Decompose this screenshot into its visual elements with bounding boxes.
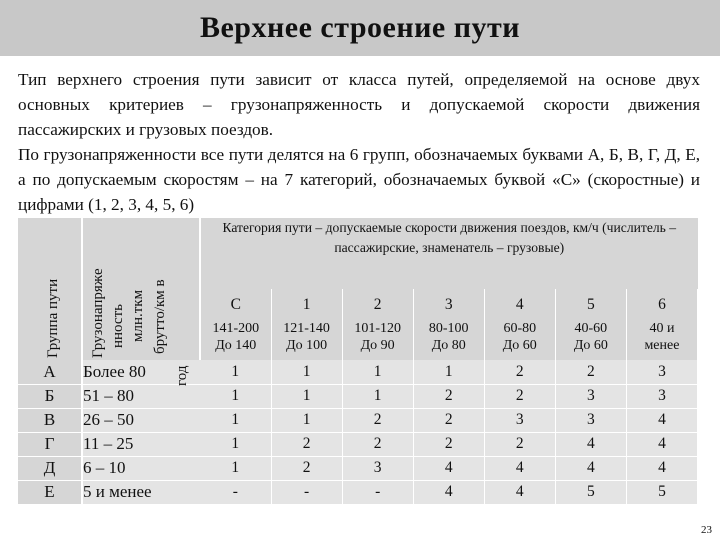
table-row — [18, 384, 698, 408]
load-header-line5: год — [174, 365, 190, 386]
group-cell: Е — [18, 480, 82, 504]
value-cell: 2 — [271, 456, 342, 480]
table-row — [18, 456, 698, 480]
load-cell: 6 – 10 — [82, 456, 200, 480]
value-cell: 2 — [413, 432, 484, 456]
speed-passenger: 60-80 — [503, 321, 537, 337]
page-number: 23 — [701, 524, 712, 536]
speed-passenger: 101-120 — [354, 321, 401, 337]
category-label: 5 — [555, 289, 626, 319]
category-header: Категория пути – допускаемые скорости движения поездов, км/ч (числитель – пассажирские, знаменатель – грузовые) — [200, 218, 698, 289]
category-label: 3 — [413, 289, 484, 319]
group-cell: Д — [18, 456, 82, 480]
load-cell: 26 – 50 — [82, 408, 200, 432]
value-cell: 1 — [271, 384, 342, 408]
speed-freight: До 60 — [502, 338, 537, 354]
value-cell: 4 — [626, 432, 697, 456]
value-cell: 4 — [626, 456, 697, 480]
category-label: 6 — [626, 289, 697, 319]
value-cell: 5 — [555, 480, 626, 504]
speed-freight: До 60 — [573, 338, 608, 354]
category-speed — [271, 319, 342, 360]
category-label: 1 — [271, 289, 342, 319]
value-cell: 2 — [271, 432, 342, 456]
category-speed — [484, 319, 555, 360]
value-cell: - — [200, 480, 271, 504]
speed-freight: До 140 — [215, 338, 257, 354]
value-cell: 3 — [626, 360, 697, 384]
value-cell: 1 — [200, 384, 271, 408]
value-cell: 3 — [555, 408, 626, 432]
value-cell: 4 — [484, 456, 555, 480]
load-header-line3: млн.ткм — [130, 289, 146, 342]
speed-freight: До 90 — [360, 338, 395, 354]
table-row — [18, 360, 698, 384]
load-cell: 5 и менее — [82, 480, 200, 504]
value-cell: 2 — [484, 384, 555, 408]
speed-passenger: 40-60 — [574, 321, 608, 337]
value-cell: 3 — [555, 384, 626, 408]
value-cell: - — [271, 480, 342, 504]
group-header-cell — [18, 218, 82, 360]
category-label: 2 — [342, 289, 413, 319]
category-speed — [413, 319, 484, 360]
speed-freight: До 80 — [431, 338, 466, 354]
value-cell: 2 — [342, 408, 413, 432]
intro-paragraph-1: Тип верхнего строения пути зависит от класса путей, определяемой на основе двух основных критериев – грузонапряженность и допускаемой скорости движения пассажирских и грузовых поездов. — [18, 70, 700, 139]
value-cell: - — [342, 480, 413, 504]
value-cell: 4 — [626, 408, 697, 432]
group-cell: А — [18, 360, 82, 384]
value-cell: 1 — [413, 360, 484, 384]
value-cell: 4 — [555, 432, 626, 456]
category-label: С — [200, 289, 271, 319]
value-cell: 4 — [555, 456, 626, 480]
value-cell: 5 — [626, 480, 697, 504]
load-header-line1: Грузонапряже — [90, 268, 106, 358]
value-cell: 4 — [413, 480, 484, 504]
value-cell: 2 — [484, 360, 555, 384]
group-cell: В — [18, 408, 82, 432]
table-row — [18, 408, 698, 432]
group-header: Группа пути — [45, 278, 61, 358]
value-cell: 4 — [413, 456, 484, 480]
value-cell: 1 — [200, 456, 271, 480]
value-cell: 2 — [413, 408, 484, 432]
category-speed — [200, 319, 271, 360]
group-cell: Г — [18, 432, 82, 456]
table-row — [18, 480, 698, 504]
intro-text — [18, 67, 700, 217]
slide-title: Верхнее строение пути — [199, 11, 521, 44]
value-cell: 1 — [200, 360, 271, 384]
value-cell: 3 — [484, 408, 555, 432]
load-cell: 11 – 25 — [82, 432, 200, 456]
speed-passenger: 141-200 — [212, 321, 260, 337]
value-cell: 2 — [342, 432, 413, 456]
category-label: 4 — [484, 289, 555, 319]
title-bar — [0, 0, 720, 56]
value-cell: 1 — [200, 432, 271, 456]
value-cell: 1 — [200, 408, 271, 432]
load-header-line4: брутто/км в — [152, 279, 168, 354]
value-cell: 3 — [626, 384, 697, 408]
intro-paragraph-2: По грузонапряженности все пути делятся на 6 групп, обозначаемых буквами А, Б, В, Г, Д, Е, а по допускаемым скоростям – на 7 категорий, обозначаемых буквой «С» (скоростные) и цифрами (1, 2, 3, 4, 5, 6) — [18, 145, 700, 214]
value-cell: 1 — [342, 360, 413, 384]
value-cell: 3 — [342, 456, 413, 480]
value-cell: 1 — [342, 384, 413, 408]
speed-passenger: 40 и — [649, 321, 675, 337]
load-cell: 51 – 80 — [82, 384, 200, 408]
category-speed — [626, 319, 697, 360]
speed-freight: менее — [644, 338, 680, 354]
value-cell: 4 — [484, 480, 555, 504]
speed-passenger: 121-140 — [283, 321, 330, 337]
value-cell: 2 — [484, 432, 555, 456]
group-cell: Б — [18, 384, 82, 408]
value-cell: 2 — [555, 360, 626, 384]
track-class-table — [18, 218, 698, 505]
table-row — [18, 432, 698, 456]
value-cell: 1 — [271, 360, 342, 384]
load-cell: Более 80 — [82, 360, 200, 384]
value-cell: 1 — [271, 408, 342, 432]
speed-freight: До 100 — [286, 338, 328, 354]
load-header-line2: нность — [110, 304, 126, 348]
speed-passenger: 80-100 — [428, 321, 469, 337]
category-speed — [342, 319, 413, 360]
category-speed — [555, 319, 626, 360]
value-cell: 2 — [413, 384, 484, 408]
